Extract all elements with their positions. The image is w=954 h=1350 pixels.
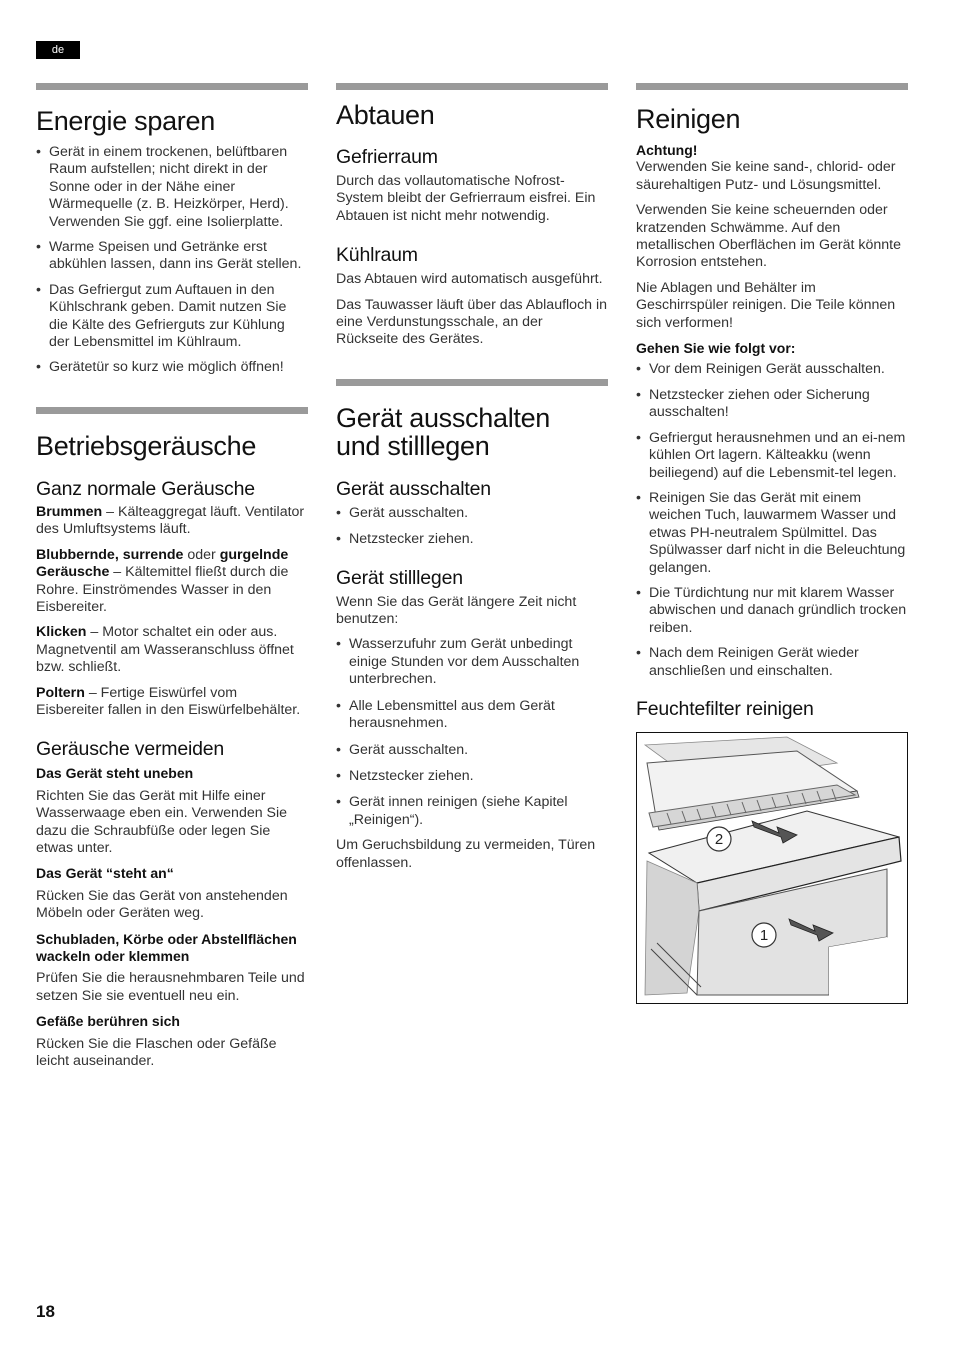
column-middle [336, 83, 608, 872]
paragraph-kuehlraum-1: Das Abtauen wird automatisch ausgeführt. [336, 271, 603, 288]
list-item: • Warme Speisen und Getränke erst abkühlen lassen, dann ins Gerät stellen. [36, 239, 308, 274]
feuchtefilter-illustration [636, 732, 908, 1004]
paragraph-geschirrspueler: Nie Ablagen und Behälter im Geschirrspüler reinigen. Die Teile können sich verformen! [636, 279, 896, 331]
term-klicken: Klicken [36, 624, 87, 641]
term-gurgelnde: gurgelnde Geräusche [36, 546, 289, 581]
list-item: • Netzstecker ziehen. [336, 768, 608, 785]
section-rule [36, 83, 308, 90]
ausschalten-list [336, 505, 608, 549]
list-item: • Reinigen Sie das Gerät mit einem weichen Tuch, lauwarmem Wasser und etwas PH-neutralem Spülmittel. Das Spülwasser darf nicht in die Beleuchtung gelangen. [636, 490, 908, 577]
label-gefaesse: Gefäße berühren sich [36, 1013, 180, 1030]
paragraph-poltern: Poltern – Fertige Eiswürfel vom Eisbereiter fallen in den Eiswürfelbehälter. [36, 684, 301, 718]
list-item: • Gerätetür so kurz wie möglich öffnen! [36, 359, 308, 376]
label-achtung: Achtung! [636, 142, 698, 158]
heading-geraeusche-vermeiden: Geräusche vermeiden [36, 738, 225, 761]
list-item: • Netzstecker ziehen. [336, 531, 608, 548]
paragraph-steht-an: Rücken Sie das Gerät von anstehenden Möbeln oder Geräten weg. [36, 887, 288, 922]
label-steht-an: Das Gerät “steht an“ [36, 865, 174, 882]
paragraph-stilllegen-outro: Um Geruchsbildung zu vermeiden, Türen offenlassen. [336, 837, 596, 871]
heading-betriebsgeraeusche: Betriebsgeräusche [36, 430, 257, 461]
term-blubbernde: Blubbernde, surrende [36, 546, 184, 563]
column-left [36, 83, 308, 1070]
heading-geraet-ausschalten-stilllegen: Gerät ausschalten und stilllegen [336, 402, 551, 461]
label-vorgehen: Gehen Sie wie folgt vor: [636, 340, 796, 357]
list-item: • Alle Lebensmittel aus dem Gerät herausnehmen. [336, 698, 608, 733]
heading-geraet-ausschalten: Gerät ausschalten [336, 477, 491, 500]
paragraph-blubbernde: Blubbernde, surrende oder gurgelnde Geräusche – Kältemittel fließt durch die Rohre. Einströmendes Wasser in den Eisbereiter. [36, 546, 289, 615]
section-rule [336, 379, 608, 386]
list-item: • Das Gefriergut zum Auftauen in den Kühlschrank geben. Damit nutzen Sie die Kälte des Gefrierguts zur Kühlung der Lebensmittel im Kühlraum. [36, 282, 308, 352]
step-2-label: 2 [714, 830, 724, 848]
heading-kuehlraum: Kühlraum [336, 244, 418, 267]
paragraph-brummen: Brummen – Kälteaggregat läuft. Ventilator des Umluftsystems läuft. [36, 503, 305, 538]
label-uneben: Das Gerät steht uneben [36, 765, 194, 782]
list-item: • Gerät ausschalten. [336, 505, 608, 522]
term-poltern: Poltern [36, 684, 85, 701]
heading-abtauen: Abtauen [336, 100, 435, 130]
energie-list [36, 144, 308, 377]
list-item: • Gefriergut herausnehmen und an ei-nem kühlen Ort lagern. Kälteakku (wenn beiliegend) auf die Lebensmit-tel legen. [636, 430, 908, 482]
list-item: • Gerät in einem trockenen, belüftbaren Raum aufstellen; nicht direkt in der Sonne oder in der Nähe einer Wärmequelle (z. B. Heizkörper, Herd). Verwenden Sie ggf. eine Isolierplatte. [36, 144, 308, 231]
paragraph-schwaemme: Verwenden Sie keine scheuernden oder kratzenden Schwämme. Auf den metallischen Oberflächen im Gerät könnte Korrosion entstehen. [636, 202, 901, 271]
heading-ganz-normale-geraeusche: Ganz normale Geräusche [36, 477, 255, 500]
paragraph-gefrierraum: Durch das vollautomatische Nofrost-System bleibt der Gefrierraum eisfrei. Ein Abtauen ist nicht mehr notwendig. [336, 173, 596, 224]
language-badge: de [36, 41, 80, 59]
paragraph-schubladen: Prüfen Sie die herausnehmbaren Teile und setzen Sie sie eventuell neu ein. [36, 970, 305, 1004]
page-number: 18 [36, 1302, 55, 1321]
list-item: • Die Türdichtung nur mit klarem Wasser abwischen und danach gründlich trocken reiben. [636, 585, 908, 637]
section-rule [636, 83, 908, 90]
step-1-label: 1 [759, 926, 769, 944]
stilllegen-list [336, 636, 608, 829]
section-rule [36, 407, 308, 414]
list-item: • Gerät ausschalten. [336, 742, 608, 759]
paragraph-uneben: Richten Sie das Gerät mit Hilfe einer Wasserwaage eben ein. Verwenden Sie dazu die Schraubfüße oder legen Sie etwas unter. [36, 787, 288, 856]
heading-energie-sparen: Energie sparen [36, 106, 215, 136]
heading-gefrierraum: Gefrierraum [336, 146, 438, 168]
list-item: • Nach dem Reinigen Gerät wieder anschließen und einschalten. [636, 645, 908, 680]
paragraph-gefaesse: Rücken Sie die Flaschen oder Gefäße leicht auseinander. [36, 1035, 277, 1070]
list-item: • Netzstecker ziehen oder Sicherung ausschalten! [636, 387, 908, 422]
column-right [636, 83, 908, 1004]
list-item: • Vor dem Reinigen Gerät ausschalten. [636, 361, 908, 378]
paragraph-kuehlraum-2: Das Tauwasser läuft über das Ablaufloch in eine Verdunstungsschale, an der Rückseite des Gerätes. [336, 296, 608, 348]
drawer-drawing [637, 733, 907, 1003]
term-brummen: Brummen [36, 503, 103, 520]
paragraph-klicken: Klicken – Motor schaltet ein oder aus. Magnetventil am Wasseranschluss öffnet bzw. schließt. [36, 624, 294, 676]
heading-geraet-stilllegen: Gerät stilllegen [336, 566, 463, 589]
heading-feuchtefilter-reinigen: Feuchtefilter reinigen [636, 697, 814, 720]
reinigen-list [636, 361, 908, 680]
list-item: • Wasserzufuhr zum Gerät unbedingt einige Stunden vor dem Ausschalten unterbrechen. [336, 636, 608, 688]
section-rule [336, 83, 608, 90]
label-schubladen: Schubladen, Körbe oder Abstellflächen wackeln oder klemmen [36, 930, 297, 964]
heading-reinigen: Reinigen [636, 104, 741, 134]
paragraph-achtung: Verwenden Sie keine sand-, chlorid- oder säurehaltigen Putz- und Lösungsmittel. [636, 159, 896, 193]
list-item: • Gerät innen reinigen (siehe Kapitel „Reinigen“). [336, 794, 608, 829]
paragraph-stilllegen-intro: Wenn Sie das Gerät längere Zeit nicht benutzen: [336, 593, 577, 628]
